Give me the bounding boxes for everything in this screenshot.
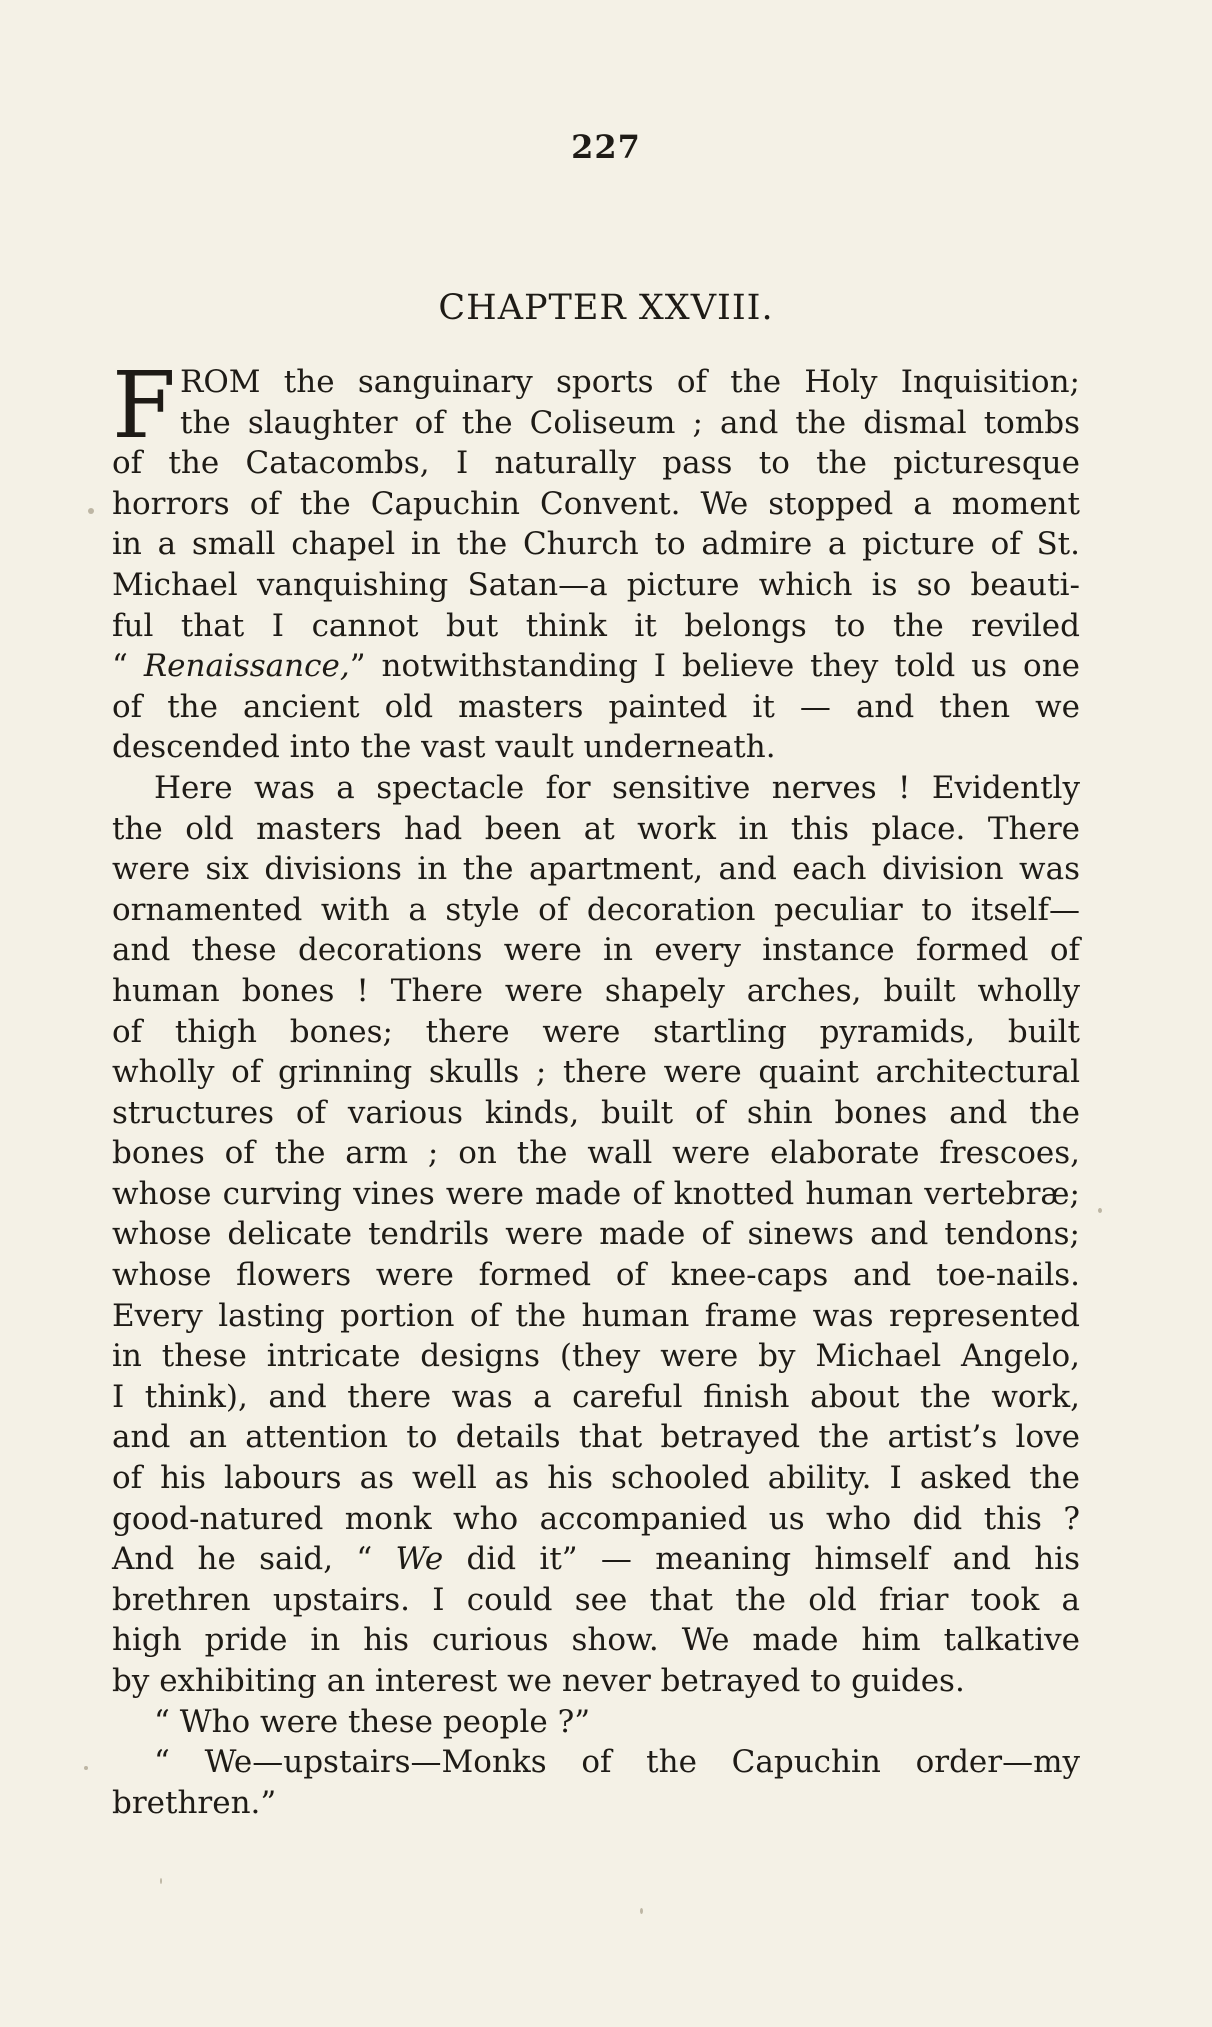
text-line: in a small chapel in the Church to admire a picture of St.: [112, 526, 1080, 563]
text-line: the old masters had been at work in this place. There: [112, 810, 1080, 847]
text-line: wholly of grinning skulls ; there were quaint architectural: [112, 1054, 1080, 1091]
paragraph-1: [112, 352, 1081, 768]
dialogue-line: “ We—upstairs—Monks of the Capuchin order—my: [154, 1744, 1080, 1781]
text-line: of the Catacombs, I naturally pass to the picturesque: [112, 445, 1080, 482]
text-line: Here was a spectacle for sensitive nerves ! Evidently: [154, 769, 1080, 806]
text-line: [112, 646, 1080, 687]
text-line: human bones ! There were shapely arches, built wholly: [112, 972, 1080, 1009]
text-line: Every lasting portion of the human frame was represented: [112, 1297, 1080, 1334]
paper-speck: [640, 1908, 643, 1914]
text-line: brethren upstairs. I could see that the old friar took a: [112, 1581, 1080, 1618]
page-number: 227: [571, 128, 641, 166]
text-line: of thigh bones; there were startling pyramids, built: [112, 1013, 1080, 1050]
text-fragment: did it” — meaning himself and his: [443, 1541, 1080, 1578]
text-line: whose flowers were formed of knee-caps and toe-nails.: [112, 1257, 1080, 1294]
text-line: by exhibiting an interest we never betrayed to guides.: [112, 1663, 965, 1699]
italic-word-renaissance: Renaissance,: [143, 648, 350, 685]
text-fragment: ” notwithstanding I believe they told us one: [349, 648, 1081, 685]
paragraph-2: [112, 768, 1080, 1702]
text-line: structures of various kinds, built of shin bones and the: [112, 1094, 1080, 1131]
drop-cap: F: [112, 352, 176, 459]
text-line: bones of the arm ; on the wall were elaborate frescoes,: [112, 1135, 1080, 1172]
body-text: [112, 352, 1081, 1823]
dialogue: [112, 1702, 1080, 1824]
paper-speck: [88, 508, 94, 514]
text-line: high pride in his curious show. We made him talkative: [112, 1622, 1080, 1659]
text-line: [112, 1539, 1080, 1580]
open-quote: “: [112, 648, 144, 685]
text-line: Michael vanquishing Satan—a picture which is so beauti-: [112, 566, 1080, 603]
text-line: brethren.”: [112, 1784, 277, 1821]
dialogue-line: “ Who were these people ?”: [154, 1703, 591, 1740]
paper-speck: [1098, 1208, 1102, 1213]
text-line: in these intricate designs (they were by Michael Angelo,: [112, 1338, 1080, 1375]
text-line: the slaughter of the Coliseum ; and the dismal tombs: [180, 404, 1080, 441]
chapter-title: CHAPTER XXVIII.: [438, 288, 774, 328]
text-line: and an attention to details that betrayed the artist’s love: [112, 1419, 1080, 1456]
italic-word-we: We: [395, 1541, 444, 1578]
paper-speck: [160, 1878, 162, 1884]
text-line: ornamented with a style of decoration peculiar to itself—: [112, 891, 1080, 928]
text-line: ful that I cannot but think it belongs to the reviled: [112, 607, 1080, 644]
text-line: ROM the sanguinary sports of the Holy Inquisition;: [180, 364, 1080, 400]
text-line: of the ancient old masters painted it — and then we: [112, 688, 1080, 725]
paper-speck: [84, 1766, 88, 1770]
text-line: horrors of the Capuchin Convent. We stopped a moment: [112, 485, 1080, 522]
text-line: whose delicate tendrils were made of sinews and tendons;: [112, 1216, 1080, 1253]
text-line: I think), and there was a careful finish about the work,: [112, 1378, 1080, 1415]
text-line: whose curving vines were made of knotted human vertebræ;: [112, 1175, 1080, 1212]
text-line: good-natured monk who accompanied us who did this ?: [112, 1500, 1080, 1537]
text-line: of his labours as well as his schooled ability. I asked the: [112, 1460, 1080, 1497]
text-line: were six divisions in the apartment, and each division was: [112, 851, 1080, 888]
text-fragment: And he said, “: [112, 1541, 396, 1578]
text-line: and these decorations were in every instance formed of: [112, 932, 1080, 969]
text-line: descended into the vast vault underneath.: [112, 729, 776, 766]
